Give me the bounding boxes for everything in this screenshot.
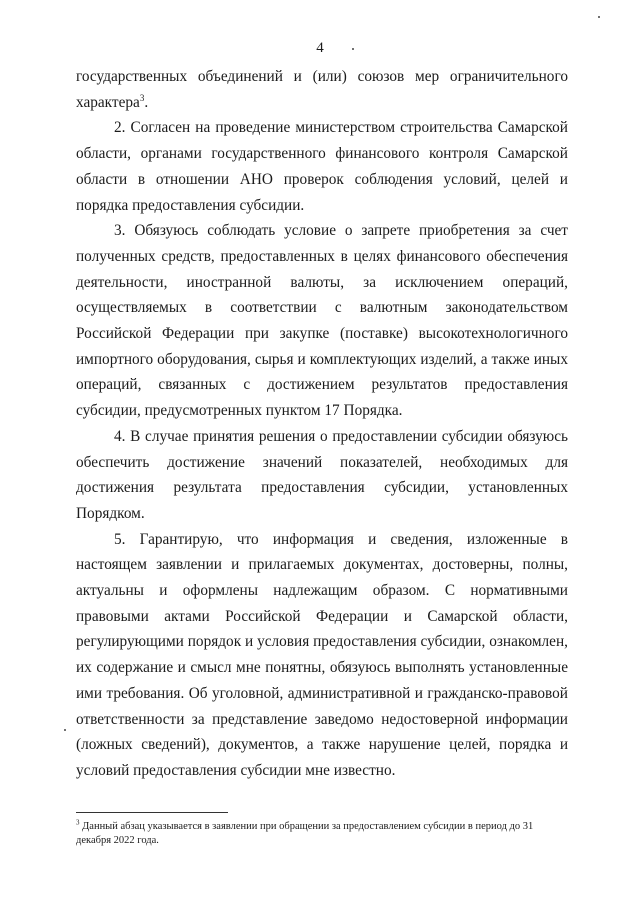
page-number: 4 [316, 40, 324, 56]
footnote-reference[interactable]: 3 [139, 92, 145, 103]
footnote-separator [76, 812, 228, 813]
paragraph-continuation: государственных объединений и (или) союзов мер ограничительного характера$^3$. [76, 68, 568, 111]
paragraph-5: 5. Гарантирую, что информация и сведения, изложенные в настоящем заявлении и прилагаемых документах, достоверны, полны, актуальны и оформлены надлежащим образом. С нормативными правовыми актами Российской Федерации и Самарской области, регулирующими порядок и условия предоставления субсидии, ознакомлен, их содержание и смысл мне понятны, обязуюсь выполнять установленные ими требования. Об уголовной, административной и гражданско-правовой ответственности за представление заведомо недостоверной информации (ложных сведений), документов, а также нарушение целей, порядка и условий предоставления субсидии мне известно. [76, 530, 568, 779]
scan-speck [598, 16, 600, 18]
paragraph-3: 3. Обязуюсь соблюдать условие о запрете приобретения за счет полученных средств, предоставленных в целях финансового обеспечения деятельности, иностранной валюты, за исключением операций, осуществляемых в соответствии с валютным законодательством Российской Федерации при закупке (поставке) высокотехнологичного импортного оборудования, сырья и комплектующих изделий, а также иных операций, связанных с достижением результатов предоставления субсидии, предусмотренных пунктом 17 Порядка. [76, 222, 568, 420]
scan-speck [352, 48, 354, 50]
document-body [76, 64, 568, 784]
footnote-text: Данный абзац указывается в заявлении при обращении за предоставлением субсидии в период до 31 декабря 2022 года. [76, 821, 534, 846]
paragraph-4: 4. В случае принятия решения о предоставлении субсидии обязуюсь обеспечить достижение значений показателей, необходимых для достижения результата предоставления субсидии, установленных Порядком. [76, 427, 568, 522]
scan-speck [64, 729, 66, 731]
footnote [76, 820, 568, 848]
paragraph-2: 2. Согласен на проведение министерством строительства Самарской области, органами государственного финансового контроля Самарской области в отношении АНО проверок соблюдения условий, целей и порядка предоставления субсидии. [76, 119, 568, 214]
footnote-marker: 3 [76, 818, 80, 827]
